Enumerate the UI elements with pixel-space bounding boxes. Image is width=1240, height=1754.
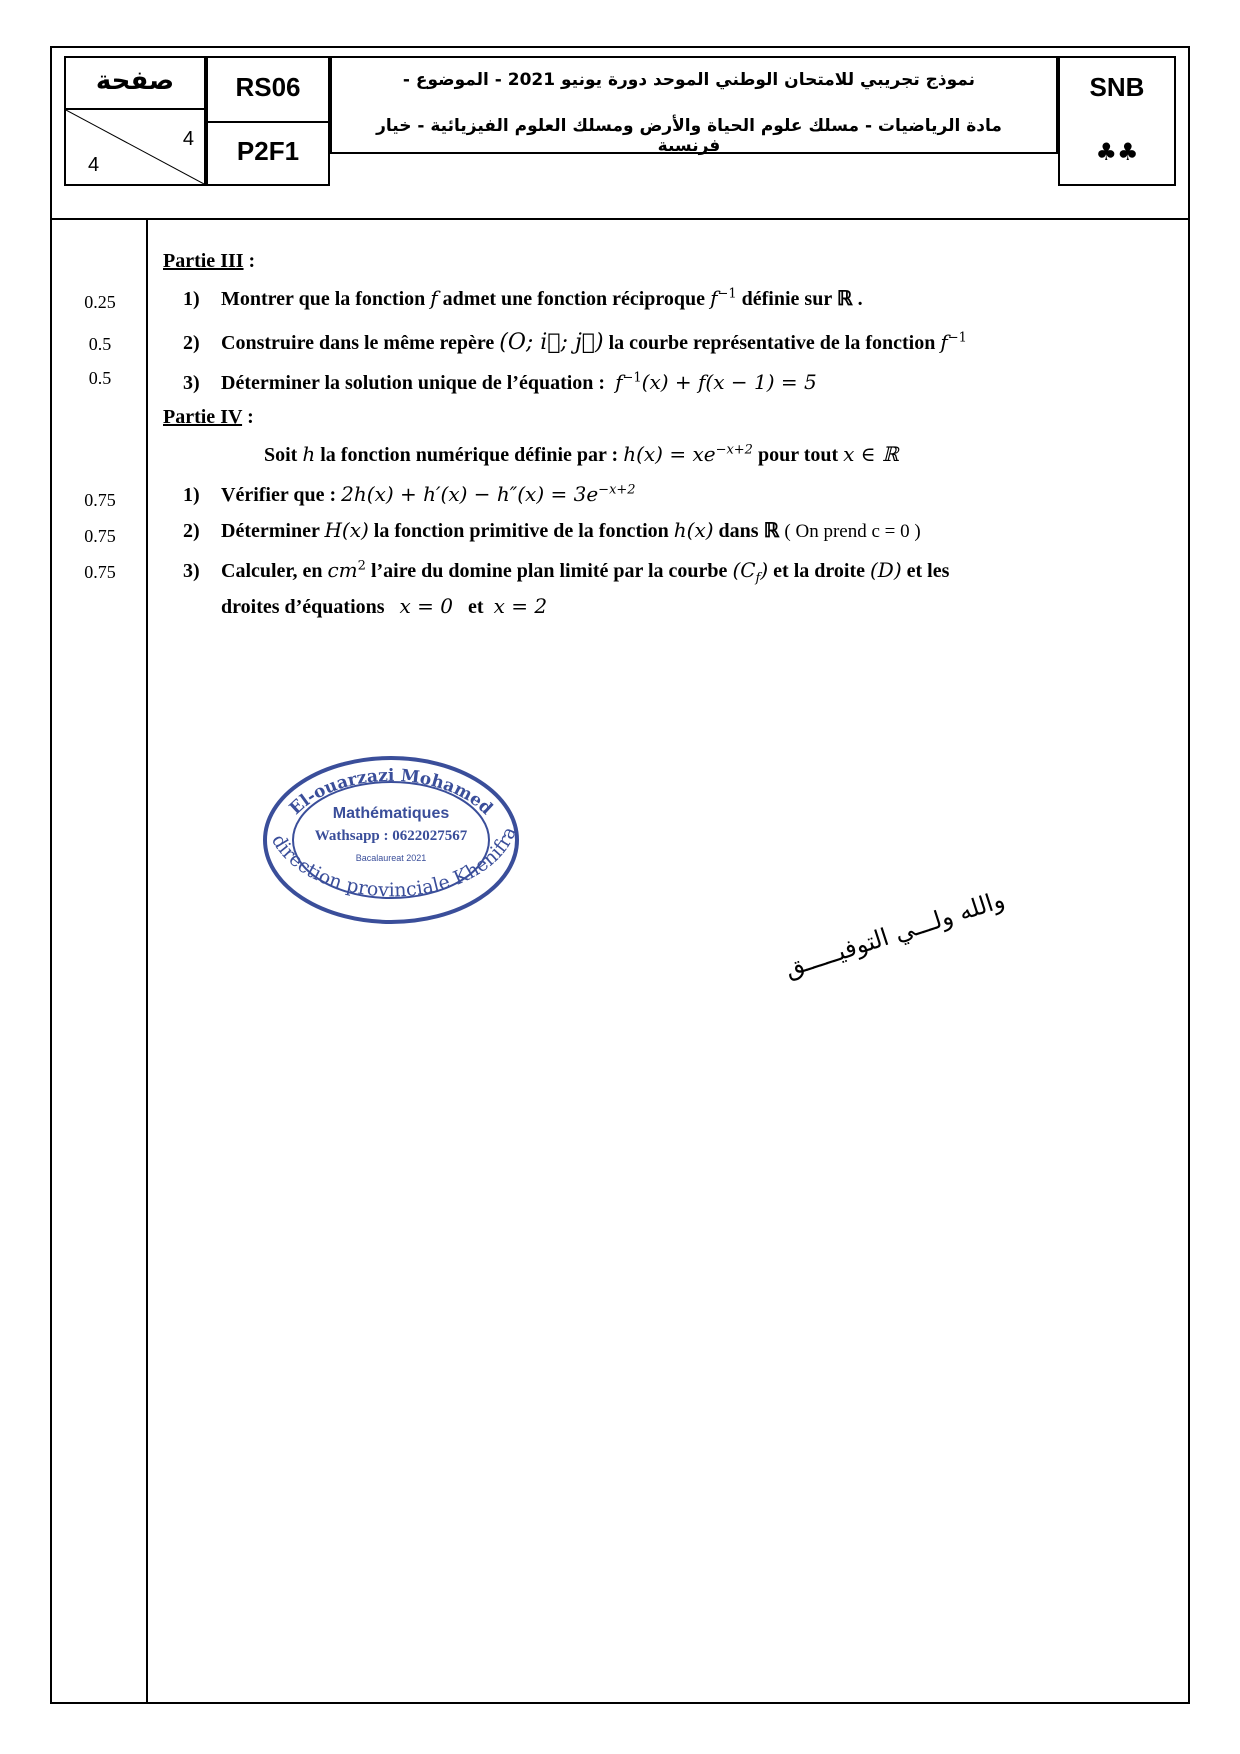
club-icon: ♣♣ (1095, 138, 1139, 166)
code-bottom: P2F1 (236, 136, 300, 166)
title-line-2: مادة الرياضيات - مسلك علوم الحياة والأرض ومسلك العلوم الفيزيائية - خيار فرنسية (376, 116, 1002, 156)
teacher-stamp (256, 750, 526, 930)
stamp-phone: Wathsapp : 0622027567 (314, 828, 468, 844)
stamp-session: Bacalaureat 2021 (355, 853, 427, 863)
closing-signature: والله ولـــي التوفيـــــق (781, 885, 1008, 983)
page-current: 4 (182, 128, 194, 150)
track-tag-box (1058, 56, 1176, 186)
part4-title: Partie IV : (163, 406, 254, 428)
part3-q1: 1) Montrer que la fonction f admet une fonction réciproque $f^{-1}$ définie sur ℝ . (183, 286, 863, 310)
title-line-1: نموذج تجريبي للامتحان الوطني الموحد دورة يونيو 2021 - الموضوع - (402, 70, 976, 90)
part3-title: Partie III : (163, 250, 256, 272)
page-label: صفحة (95, 66, 175, 96)
part3-q3: 3) Déterminer la solution unique de l’équation : $f^{-1}(x) + f(x - 1) = 5$ (183, 370, 817, 394)
part4-q1: 1) Vérifier que : $2h(x) + h'(x) - h''(x) = 3e^{-x+2}$ (183, 482, 636, 506)
score-p4-q3: 0.75 (84, 562, 116, 582)
part4-q3-line1: 3) Calculer, en $cm^2$ l’aire du domine plan limité par la courbe $(C_f)$ et la droite (D) et les (183, 558, 950, 586)
page-number-box (64, 56, 206, 186)
header-separator (50, 218, 1190, 220)
title-box (330, 56, 1058, 154)
score-p3-q2: 0.5 (88, 334, 112, 354)
stamp-subject: Mathématiques (332, 805, 450, 822)
code-top: RS06 (235, 72, 301, 102)
part3-q2: 2) Construire dans le même repère (O; i⃗; j⃗) la courbe représentative de la fonction $f^{-1}$ (183, 330, 967, 355)
code-box (206, 56, 330, 186)
page-total: 4 (88, 154, 100, 176)
track-tag: SNB (1089, 72, 1145, 102)
stamp-bottom-arc: direction provinciale Khenifra (266, 823, 521, 902)
part4-intro: Soit h la fonction numérique définie par : $h(x) = xe^{-x+2}$ pour tout x ∈ ℝ (264, 442, 899, 466)
margin-separator (146, 218, 148, 1704)
score-p4-q2: 0.75 (84, 526, 116, 546)
part4-q3-line2: droites d’équations x = 0 et x = 2 (221, 594, 548, 618)
score-p3-q3: 0.5 (88, 368, 112, 388)
part4-q2: 2) Déterminer H(x) la fonction primitive de la fonction h(x) dans ℝ ( On prend c = 0 ) (183, 518, 921, 542)
stamp-top-arc: El-ouarzazi Mohamed (285, 765, 497, 819)
score-p4-q1: 0.75 (84, 490, 116, 510)
score-p3-q1: 0.25 (84, 292, 116, 312)
